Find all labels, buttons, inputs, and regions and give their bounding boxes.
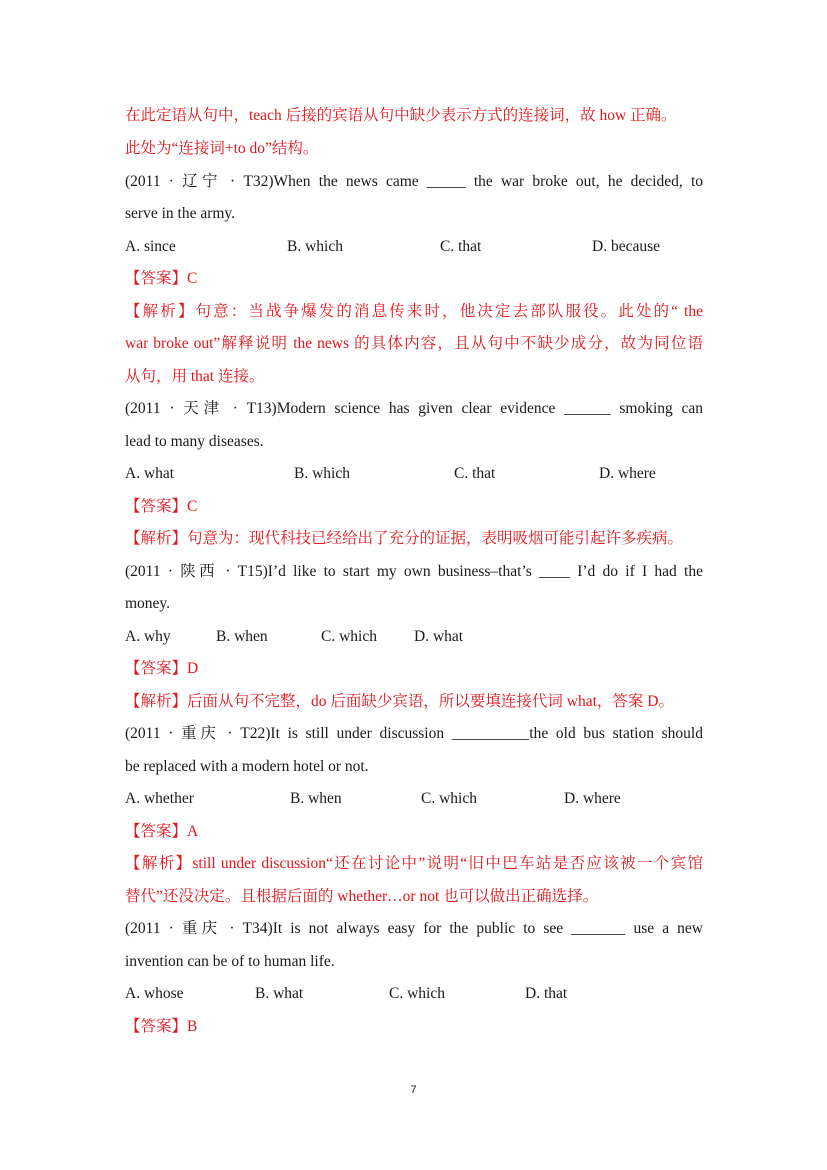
answer-line: 【答案】A	[125, 823, 199, 840]
answer-line: 【答案】D	[125, 660, 199, 677]
option-b: B. which	[294, 465, 350, 482]
answer-line: 【答案】B	[125, 1018, 198, 1035]
explanation-line: 在此定语从句中，teach 后接的宾语从句中缺少表示方式的连接词，故 how 正确。	[125, 107, 677, 124]
answer-line: 【答案】C	[125, 498, 198, 515]
option-d: D. that	[525, 985, 568, 1002]
question-stem: (2011 · 重庆 · T22)It is still under discussion __________the old bus station should	[125, 725, 703, 742]
option-d: D. where	[599, 465, 656, 482]
explanation-line: war broke out”解释说明 the news 的具体内容，且从句中不缺少成分，故为同位语	[125, 335, 703, 352]
question-stem: (2011 · 天津 · T13)Modern science has given clear evidence ______ smoking can	[125, 400, 703, 417]
question-stem: be replaced with a modern hotel or not.	[125, 758, 369, 775]
option-c: C. which	[421, 790, 477, 807]
question-stem: serve in the army.	[125, 205, 236, 222]
question-stem: money.	[125, 595, 171, 612]
option-d: D. where	[564, 790, 621, 807]
explanation-line: 【解析】still under discussion“还在讨论中”说明“旧中巴车站是否应该被一个宾馆	[125, 855, 703, 872]
option-c: C. that	[454, 465, 496, 482]
explanation-line: 从句，用 that 连接。	[125, 368, 265, 385]
option-b: B. when	[216, 628, 268, 645]
question-stem: (2011 · 重庆 · T34)It is not always easy for the public to see _______ use a new	[125, 920, 703, 937]
option-c: C. which	[389, 985, 445, 1002]
option-d: D. because	[592, 238, 660, 255]
question-stem: (2011 · 陕西 · T15)I’d like to start my own business–that’s ____ I’d do if I had the	[125, 563, 703, 580]
option-a: A. why	[125, 628, 171, 645]
option-d: D. what	[414, 628, 464, 645]
page-number: 7	[410, 1084, 417, 1096]
option-b: B. which	[287, 238, 343, 255]
option-a: A. whose	[125, 985, 184, 1002]
option-a: A. since	[125, 238, 176, 255]
option-b: B. when	[290, 790, 342, 807]
explanation-line: 此处为“连接词+to do”结构。	[125, 140, 319, 157]
question-stem: (2011 · 辽宁 · T32)When the news came _____ the war broke out, he decided, to	[125, 173, 703, 190]
explanation-line: 替代”还没决定。且根据后面的 whether…or not 也可以做出正确选择。	[125, 888, 599, 905]
option-c: C. that	[440, 238, 482, 255]
answer-line: 【答案】C	[125, 270, 198, 287]
option-a: A. what	[125, 465, 175, 482]
question-stem: invention can be of to human life.	[125, 953, 335, 970]
explanation-line: 【解析】后面从句不完整，do 后面缺少宾语，所以要填连接代词 what，答案 D。	[125, 693, 674, 710]
option-a: A. whether	[125, 790, 194, 807]
explanation-line: 【解析】句意：当战争爆发的消息传来时，他决定去部队服役。此处的“ the	[125, 303, 703, 320]
option-b: B. what	[255, 985, 304, 1002]
question-stem: lead to many diseases.	[125, 433, 264, 450]
option-c: C. which	[321, 628, 377, 645]
explanation-line: 【解析】句意为：现代科技已经给出了充分的证据，表明吸烟可能引起许多疾病。	[125, 530, 684, 547]
